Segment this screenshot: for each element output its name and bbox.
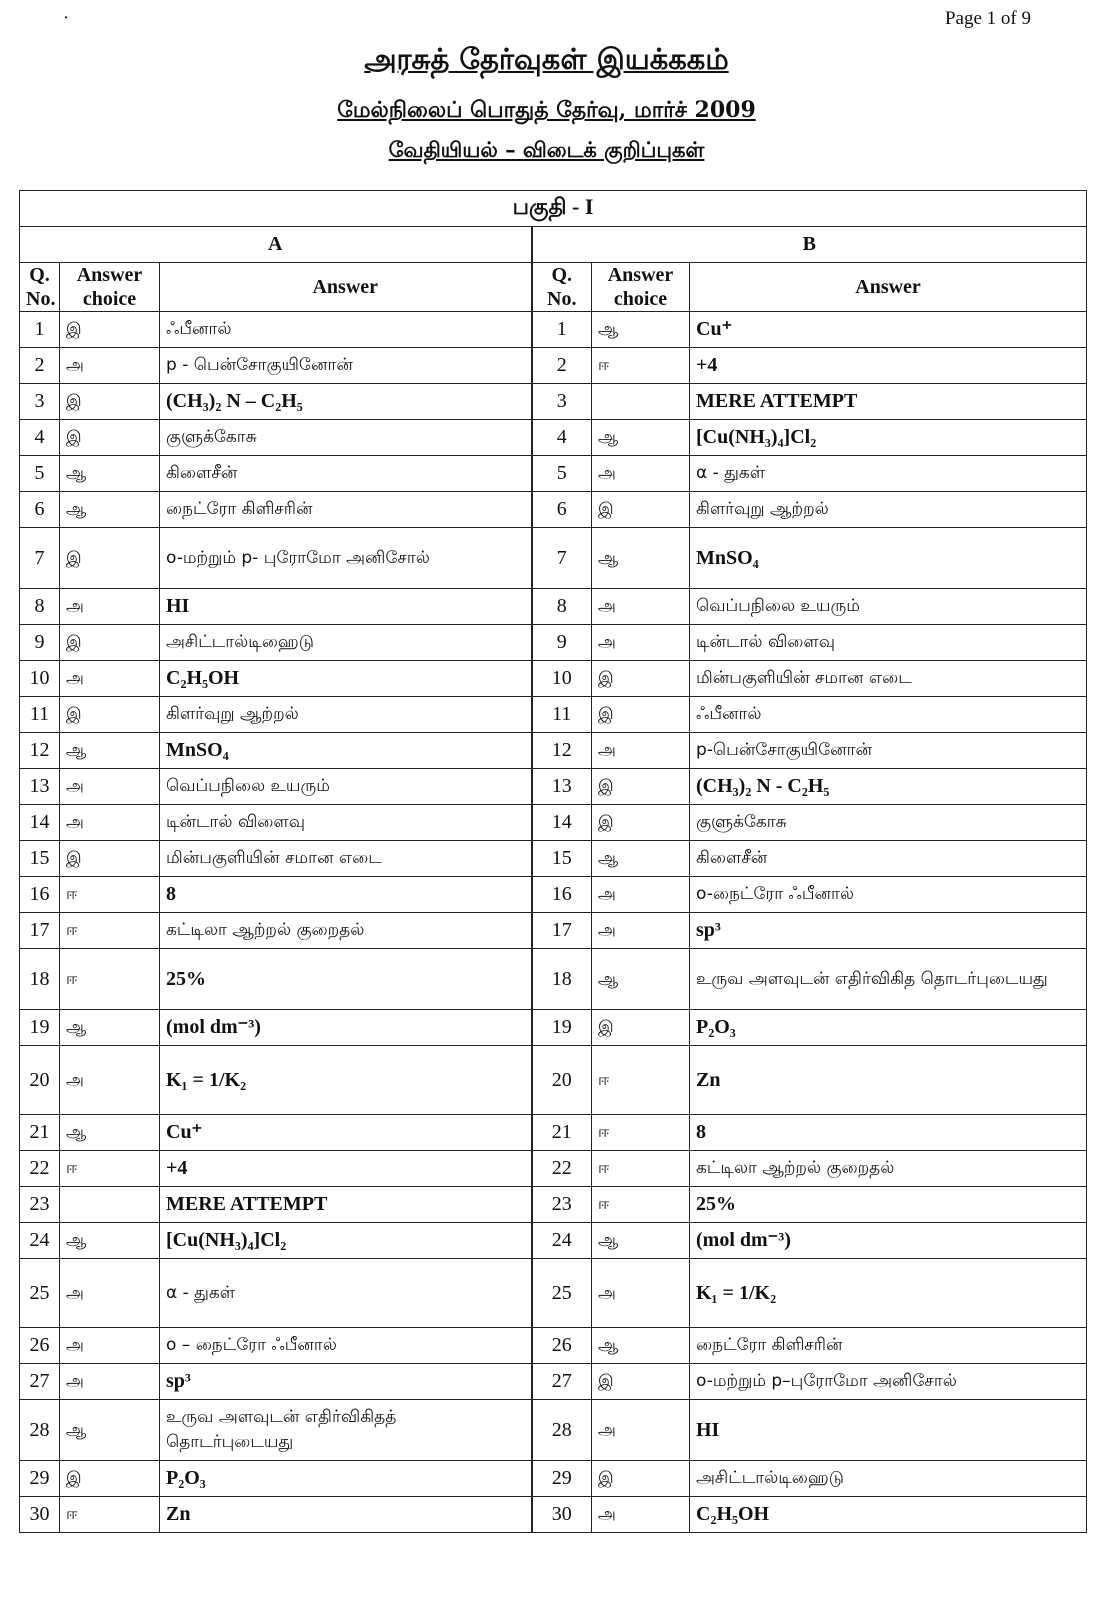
a-question-number: 23: [20, 1187, 60, 1223]
a-question-number: 15: [20, 841, 60, 877]
table-row: [20, 1046, 1087, 1115]
b-answer: டின்டால் விளைவு: [690, 625, 1087, 661]
b-answer-choice: அ: [592, 625, 690, 661]
b-question-number: 18: [532, 949, 592, 1010]
b-answer-choice: [592, 384, 690, 420]
table-row: [20, 769, 1087, 805]
a-question-number: 14: [20, 805, 60, 841]
b-question-number: 23: [532, 1187, 592, 1223]
a-answer-choice: ஆ: [60, 456, 160, 492]
b-question-number: 27: [532, 1364, 592, 1400]
b-answer-choice: அ: [592, 877, 690, 913]
b-answer-choice: ஆ: [592, 949, 690, 1010]
b-answer-choice: அ: [592, 1259, 690, 1328]
b-answer-choice: இ: [592, 1461, 690, 1497]
col-qno-b: Q. No.: [532, 263, 592, 312]
a-answer-choice: அ: [60, 1364, 160, 1400]
col-answer-a: Answer: [160, 263, 532, 312]
a-answer-choice: ஈ: [60, 913, 160, 949]
table-row: [20, 1259, 1087, 1328]
page-number: Page 1 of 9: [944, 8, 1031, 29]
table-row: [20, 1497, 1087, 1533]
a-answer: 25%: [160, 949, 532, 1010]
b-question-number: 5: [532, 456, 592, 492]
section-a-heading: A: [20, 227, 532, 263]
b-answer: மின்பகுளியின் சமான எடை: [690, 661, 1087, 697]
a-answer: HI: [160, 589, 532, 625]
b-question-number: 6: [532, 492, 592, 528]
table-row: [20, 1115, 1087, 1151]
table-row: [20, 841, 1087, 877]
a-answer: C₂H₅OH: [160, 661, 532, 697]
b-answer-choice: ஆ: [592, 528, 690, 589]
table-row: [20, 625, 1087, 661]
b-answer-choice: ஈ: [592, 1115, 690, 1151]
a-answer: (mol dm⁻³): [160, 1010, 532, 1046]
a-question-number: 2: [20, 348, 60, 384]
b-answer-choice: இ: [592, 492, 690, 528]
b-question-number: 21: [532, 1115, 592, 1151]
a-question-number: 7: [20, 528, 60, 589]
table-row: [20, 733, 1087, 769]
a-question-number: 19: [20, 1010, 60, 1046]
b-answer-choice: அ: [592, 1497, 690, 1533]
a-answer: கட்டிலா ஆற்றல் குறைதல்: [160, 913, 532, 949]
table-row: [20, 528, 1087, 589]
a-question-number: 18: [20, 949, 60, 1010]
a-question-number: 22: [20, 1151, 60, 1187]
b-answer-choice: ஆ: [592, 841, 690, 877]
a-answer-choice: ஆ: [60, 733, 160, 769]
b-question-number: 1: [532, 312, 592, 348]
a-answer-choice: [60, 1187, 160, 1223]
table-row: [20, 949, 1087, 1010]
a-question-number: 28: [20, 1400, 60, 1461]
a-answer-choice: ஈ: [60, 1151, 160, 1187]
table-row: [20, 697, 1087, 733]
a-answer: உருவ அளவுடன் எதிர்விகிதத் தொடர்புடையது: [160, 1400, 532, 1461]
a-question-number: 29: [20, 1461, 60, 1497]
b-answer: 25%: [690, 1187, 1087, 1223]
b-question-number: 13: [532, 769, 592, 805]
a-answer: K₁ = 1/K₂: [160, 1046, 532, 1115]
a-answer-choice: அ: [60, 661, 160, 697]
b-answer-choice: ஈ: [592, 1046, 690, 1115]
b-answer: +4: [690, 348, 1087, 384]
a-answer: o-மற்றும் p- புரோமோ அனிசோல்: [160, 528, 532, 589]
a-answer: Cu⁺: [160, 1115, 532, 1151]
b-question-number: 30: [532, 1497, 592, 1533]
a-answer: MERE ATTEMPT: [160, 1187, 532, 1223]
table-row: [20, 312, 1087, 348]
a-answer-choice: ஈ: [60, 949, 160, 1010]
col-choice-a: Answer choice: [60, 263, 160, 312]
a-answer: (CH₃)₂ N – C₂H₅: [160, 384, 532, 420]
table-row: [20, 348, 1087, 384]
b-answer: HI: [690, 1400, 1087, 1461]
a-answer: கிளர்வுறு ஆற்றல்: [160, 697, 532, 733]
table-row: [20, 1010, 1087, 1046]
a-answer: MnSO₄: [160, 733, 532, 769]
b-answer: p-பென்சோகுயினோன்: [690, 733, 1087, 769]
b-answer: α - துகள்: [690, 456, 1087, 492]
a-question-number: 10: [20, 661, 60, 697]
b-question-number: 28: [532, 1400, 592, 1461]
a-answer: ஃபீனால்: [160, 312, 532, 348]
section-b-heading: B: [532, 227, 1087, 263]
b-answer: MERE ATTEMPT: [690, 384, 1087, 420]
b-question-number: 4: [532, 420, 592, 456]
a-question-number: 1: [20, 312, 60, 348]
a-answer-choice: இ: [60, 841, 160, 877]
table-row: [20, 1223, 1087, 1259]
a-answer: அசிட்டால்டிஹைடு: [160, 625, 532, 661]
corner-mark: ˙: [62, 14, 70, 33]
table-row: [20, 1328, 1087, 1364]
b-question-number: 24: [532, 1223, 592, 1259]
b-answer: கிளர்வுறு ஆற்றல்: [690, 492, 1087, 528]
a-answer: P₂O₃: [160, 1461, 532, 1497]
answer-key-table: [19, 190, 1087, 1533]
table-row: [20, 1400, 1087, 1461]
a-answer: நைட்ரோ கிளிசரின்: [160, 492, 532, 528]
b-answer: கிளைசீன்: [690, 841, 1087, 877]
table-row: [20, 456, 1087, 492]
b-answer: 8: [690, 1115, 1087, 1151]
b-question-number: 7: [532, 528, 592, 589]
a-answer-choice: இ: [60, 420, 160, 456]
b-answer-choice: இ: [592, 1010, 690, 1046]
b-answer: குளுக்கோசு: [690, 805, 1087, 841]
b-question-number: 29: [532, 1461, 592, 1497]
b-answer: P₂O₃: [690, 1010, 1087, 1046]
b-answer-choice: அ: [592, 1400, 690, 1461]
a-question-number: 24: [20, 1223, 60, 1259]
answer-rows: [20, 312, 1087, 1533]
a-answer: குளுக்கோசு: [160, 420, 532, 456]
b-question-number: 20: [532, 1046, 592, 1115]
b-answer: நைட்ரோ கிளிசரின்: [690, 1328, 1087, 1364]
b-answer-choice: இ: [592, 805, 690, 841]
b-answer: sp³: [690, 913, 1087, 949]
a-answer-choice: அ: [60, 805, 160, 841]
a-answer-choice: அ: [60, 1259, 160, 1328]
a-answer-choice: அ: [60, 1328, 160, 1364]
b-question-number: 2: [532, 348, 592, 384]
b-question-number: 9: [532, 625, 592, 661]
b-question-number: 25: [532, 1259, 592, 1328]
a-answer-choice: இ: [60, 1461, 160, 1497]
a-answer-choice: அ: [60, 589, 160, 625]
a-answer: டின்டால் விளைவு: [160, 805, 532, 841]
a-answer: வெப்பநிலை உயரும்: [160, 769, 532, 805]
a-question-number: 17: [20, 913, 60, 949]
table-row: [20, 1364, 1087, 1400]
b-answer-choice: ஆ: [592, 420, 690, 456]
part-heading: பகுதி - I: [20, 191, 1087, 227]
b-answer-choice: ஈ: [592, 1151, 690, 1187]
b-answer-choice: அ: [592, 913, 690, 949]
a-answer-choice: ஈ: [60, 877, 160, 913]
a-question-number: 16: [20, 877, 60, 913]
b-answer: C₂H₅OH: [690, 1497, 1087, 1533]
a-question-number: 8: [20, 589, 60, 625]
a-answer: o – நைட்ரோ ஃபீனால்: [160, 1328, 532, 1364]
table-row: [20, 492, 1087, 528]
b-answer-choice: ஈ: [592, 348, 690, 384]
a-question-number: 13: [20, 769, 60, 805]
a-question-number: 27: [20, 1364, 60, 1400]
a-answer-choice: ஆ: [60, 1223, 160, 1259]
a-answer-choice: இ: [60, 384, 160, 420]
a-answer-choice: ஆ: [60, 1400, 160, 1461]
table-row: [20, 805, 1087, 841]
b-question-number: 22: [532, 1151, 592, 1187]
a-answer-choice: இ: [60, 697, 160, 733]
b-answer-choice: அ: [592, 456, 690, 492]
b-question-number: 3: [532, 384, 592, 420]
b-question-number: 15: [532, 841, 592, 877]
b-answer-choice: இ: [592, 697, 690, 733]
a-question-number: 21: [20, 1115, 60, 1151]
a-answer: p - பென்சோகுயினோன்: [160, 348, 532, 384]
b-answer: Cu⁺: [690, 312, 1087, 348]
b-answer: உருவ அளவுடன் எதிர்விகித தொடர்புடையது: [690, 949, 1087, 1010]
a-answer: மின்பகுளியின் சமான எடை: [160, 841, 532, 877]
b-answer-choice: ஆ: [592, 312, 690, 348]
a-question-number: 26: [20, 1328, 60, 1364]
table-row: [20, 589, 1087, 625]
a-answer-choice: இ: [60, 312, 160, 348]
table-row: [20, 384, 1087, 420]
b-answer: Zn: [690, 1046, 1087, 1115]
a-answer: α - துகள்: [160, 1259, 532, 1328]
table-row: [20, 1461, 1087, 1497]
b-answer: o-நைட்ரோ ஃபீனால்: [690, 877, 1087, 913]
b-question-number: 11: [532, 697, 592, 733]
a-question-number: 5: [20, 456, 60, 492]
a-answer: +4: [160, 1151, 532, 1187]
b-answer-choice: ஆ: [592, 1328, 690, 1364]
b-answer-choice: அ: [592, 589, 690, 625]
a-answer-choice: அ: [60, 769, 160, 805]
a-answer-choice: ஆ: [60, 492, 160, 528]
a-answer-choice: ஆ: [60, 1115, 160, 1151]
a-answer: 8: [160, 877, 532, 913]
a-answer: Zn: [160, 1497, 532, 1533]
b-answer-choice: ஆ: [592, 1223, 690, 1259]
col-qno-a: Q. No.: [20, 263, 60, 312]
a-answer-choice: இ: [60, 625, 160, 661]
a-question-number: 4: [20, 420, 60, 456]
col-choice-b: Answer choice: [592, 263, 690, 312]
b-answer: [Cu(NH₃)₄]Cl₂: [690, 420, 1087, 456]
a-answer: [Cu(NH₃)₄]Cl₂: [160, 1223, 532, 1259]
a-answer-choice: அ: [60, 348, 160, 384]
b-answer-choice: இ: [592, 769, 690, 805]
b-answer: o-மற்றும் p–புரோமோ அனிசோல்: [690, 1364, 1087, 1400]
b-question-number: 16: [532, 877, 592, 913]
a-question-number: 12: [20, 733, 60, 769]
b-answer: வெப்பநிலை உயரும்: [690, 589, 1087, 625]
b-answer: (CH₃)₂ N - C₂H₅: [690, 769, 1087, 805]
subject-subtitle: வேதியியல் – விடைக் குறிப்புகள்: [388, 137, 705, 162]
b-question-number: 10: [532, 661, 592, 697]
b-answer: (mol dm⁻³): [690, 1223, 1087, 1259]
b-question-number: 26: [532, 1328, 592, 1364]
a-answer: கிளைசீன்: [160, 456, 532, 492]
exam-subtitle: மேல்நிலைப் பொதுத் தேர்வு, மார்ச் 2009: [337, 97, 756, 123]
b-answer: K₁ = 1/K₂: [690, 1259, 1087, 1328]
b-answer: கட்டிலா ஆற்றல் குறைதல்: [690, 1151, 1087, 1187]
b-answer: ஃபீனால்: [690, 697, 1087, 733]
table-row: [20, 420, 1087, 456]
b-question-number: 12: [532, 733, 592, 769]
table-row: [20, 913, 1087, 949]
b-answer-choice: இ: [592, 1364, 690, 1400]
b-question-number: 8: [532, 589, 592, 625]
a-question-number: 3: [20, 384, 60, 420]
a-question-number: 30: [20, 1497, 60, 1533]
b-question-number: 19: [532, 1010, 592, 1046]
b-answer: MnSO₄: [690, 528, 1087, 589]
a-question-number: 25: [20, 1259, 60, 1328]
document-title: அரசுத் தேர்வுகள் இயக்ககம்: [364, 42, 729, 76]
b-question-number: 17: [532, 913, 592, 949]
a-question-number: 20: [20, 1046, 60, 1115]
table-row: [20, 877, 1087, 913]
b-answer-choice: அ: [592, 733, 690, 769]
a-question-number: 11: [20, 697, 60, 733]
a-question-number: 9: [20, 625, 60, 661]
b-question-number: 14: [532, 805, 592, 841]
b-answer: அசிட்டால்டிஹைடு: [690, 1461, 1087, 1497]
col-answer-b: Answer: [690, 263, 1087, 312]
a-answer-choice: ஆ: [60, 1010, 160, 1046]
b-answer-choice: ஈ: [592, 1187, 690, 1223]
a-answer-choice: இ: [60, 528, 160, 589]
table-row: [20, 1151, 1087, 1187]
a-answer-choice: அ: [60, 1046, 160, 1115]
a-question-number: 6: [20, 492, 60, 528]
table-row: [20, 1187, 1087, 1223]
a-answer-choice: ஈ: [60, 1497, 160, 1533]
b-answer-choice: இ: [592, 661, 690, 697]
table-row: [20, 661, 1087, 697]
a-answer: sp³: [160, 1364, 532, 1400]
